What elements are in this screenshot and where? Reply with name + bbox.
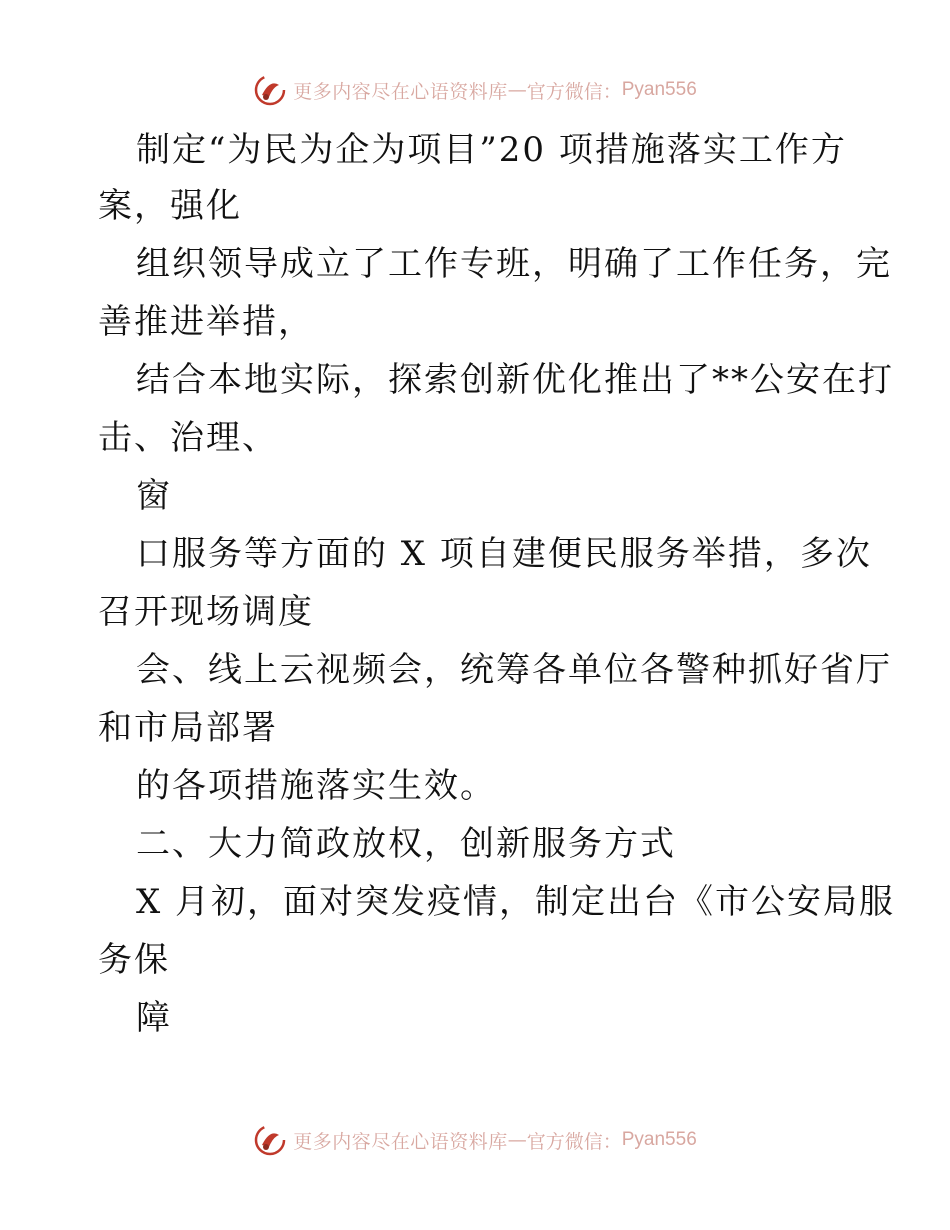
body-line-1: 制定“为民为企为项目”20 项措施落实工作方 [136,130,847,170]
body-line-14: X 月初，面对突发疫情，制定出台《市公安局服 [136,882,896,922]
section-heading: 二、大力简政放权，创新服务方式 [136,824,676,864]
body-line-11: 和市局部署 [98,708,278,748]
watermark-account: Pyan556 [621,1129,697,1150]
body-line-2: 案，强化 [98,186,242,226]
watermark-account: Pyan556 [621,79,697,100]
watermark-dash: — [507,79,527,101]
body-line-7: 窗 [136,476,172,516]
body-line-9: 召开现场调度 [98,592,314,632]
watermark-text: 更多内容尽在心语资料库 [293,80,508,103]
watermark-wechat-label: 官方微信： [526,80,622,103]
body-line-15: 务保 [98,940,170,980]
watermark-dash: — [507,1129,527,1151]
body-line-8: 口服务等方面的 X 项自建便民服务举措，多次 [136,534,872,574]
watermark-text: 更多内容尽在心语资料库 [293,1130,508,1153]
body-line-12: 的各项措施落实生效。 [136,766,496,806]
body-line-5: 结合本地实际，探索创新优化推出了**公安在打 [136,360,894,400]
body-line-16: 障 [136,998,172,1038]
body-line-3: 组织领导成立了工作专班，明确了工作任务，完 [136,244,892,284]
red-swirl-logo-icon [253,1123,287,1157]
red-swirl-logo-icon [253,73,287,107]
body-line-10: 会、线上云视频会，统筹各单位各警种抓好省厅 [136,650,892,690]
header-watermark [0,70,950,110]
body-line-6: 击、治理、 [98,418,278,458]
footer-watermark [0,1120,950,1160]
watermark-wechat-label: 官方微信： [526,1130,622,1153]
body-line-4: 善推进举措， [98,302,314,342]
